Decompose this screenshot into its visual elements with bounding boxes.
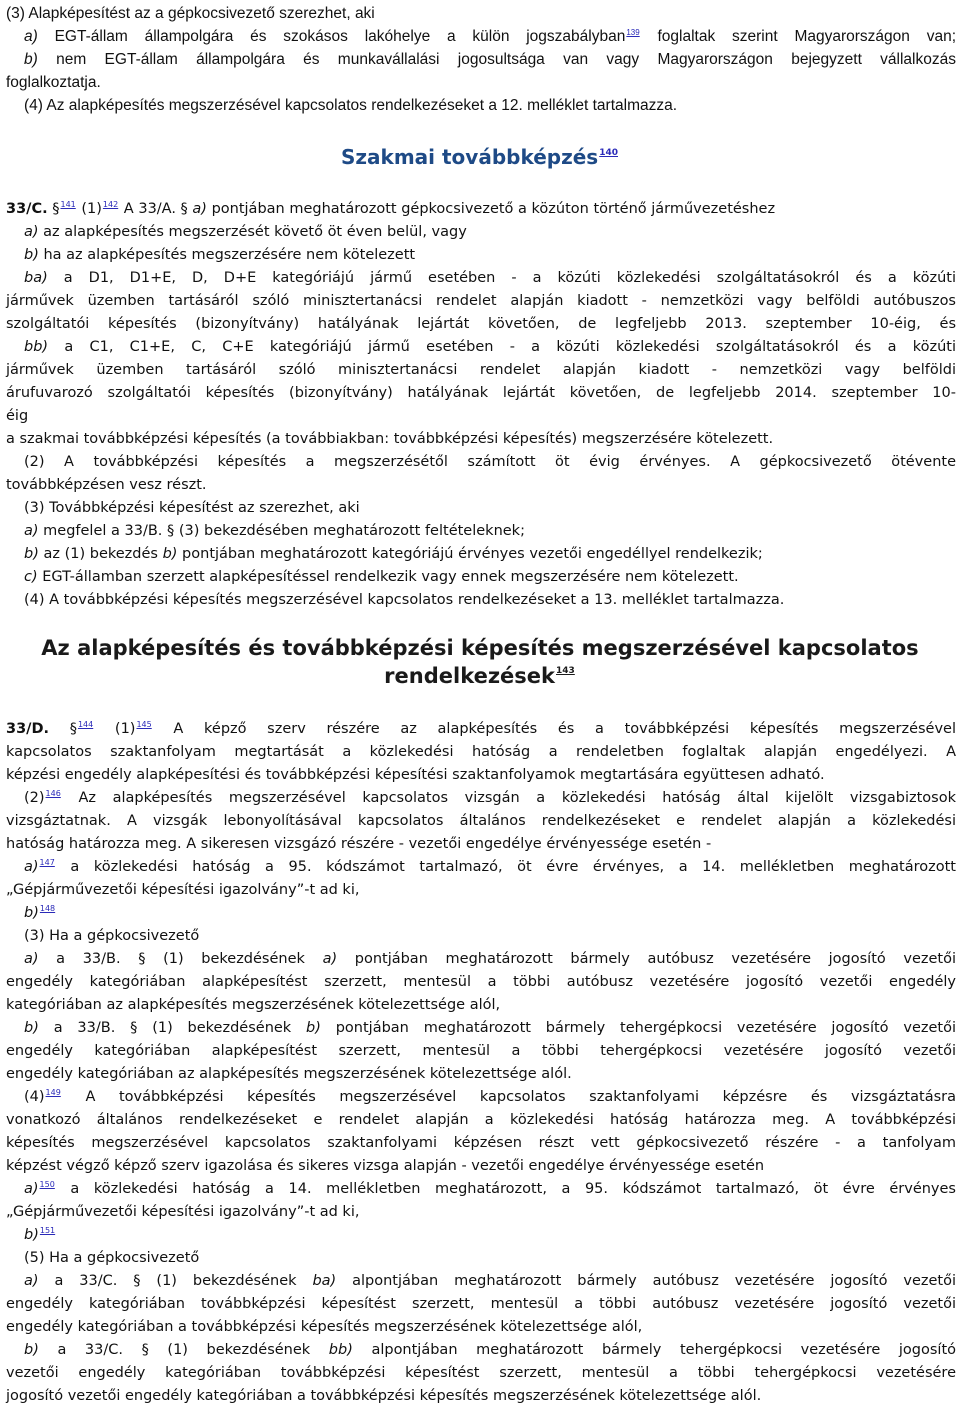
text-line: hatóság határozza meg. A sikeresen vizsgázó részére - vezetői engedélye érvényessége esetén -	[6, 836, 712, 852]
text-line: a szakmai továbbképzési képesítés (a továbbiakban: továbbképzési képesítés) megszerzésére kötelezett.	[6, 431, 774, 447]
text-line: (3) Továbbképzési képesítést az szerezhet, aki	[24, 500, 360, 516]
text-line: vizsgáztatnak. A vizsgák lebonyolításával kapcsolatos általános rendelkezéseket e rendelet alapján a közlekedési	[6, 813, 956, 829]
text-line: a) EGT-állam állampolgára és szokásos lakóhelye a külön jogszabályban$^{139}$ foglaltak szerint Magyarországon van;	[24, 28, 957, 45]
footnote-link[interactable]: 145	[136, 720, 152, 729]
text-line: c) EGT-államban szerzett alapképesítéssel rendelkezik vagy ennek megszerzésére nem kötelezett.	[24, 569, 739, 585]
text-line: bb) a C1, C1+E, C, C+E kategóriájú jármű esetében - a közúti közlekedési szolgáltatásokról és a közúti	[24, 339, 956, 355]
text-line: b) a 33/B. § (1) bekezdésének b) pontjában meghatározott bármely tehergépkocsi vezetésére jogosító vezetői	[24, 1020, 956, 1036]
footnote-link[interactable]: 143	[556, 666, 575, 676]
text-line: a) a 33/C. § (1) bekezdésének ba) alpontjában meghatározott bármely autóbusz vezetésére jogosító vezetői	[24, 1273, 956, 1289]
text-line: engedély kategóriában alapképesítést szerzett, mentesül a többi tehergépkocsi vezetésére jogosító vezetői	[6, 1043, 956, 1059]
text-line: képzést végző képző szerv igazolása és sikeres vizsga alapján - vezetői engedélye érvényessége esetén	[6, 1158, 765, 1174]
footnote-link[interactable]: 148	[39, 904, 56, 913]
text-line: b) a 33/C. § (1) bekezdésének bb) alpontjában meghatározott bármely tehergépkocsi vezetésére jogosító	[24, 1342, 956, 1358]
text-line: árufuvarozó szolgáltatói képesítés (bizonyítvány) hatályának lejártát követően, de legfeljebb 2014. szeptember 10-	[6, 385, 956, 401]
text-line: (4) Az alapképesítés megszerzésével kapcsolatos rendelkezéseket a 12. melléklet tartalmazza.	[24, 97, 678, 114]
footnote-link[interactable]: 149	[45, 1088, 61, 1097]
text-line: ba) a D1, D1+E, D, D+E kategóriájú jármű esetében - a közúti közlekedési szolgáltatásokról és a közúti	[24, 270, 956, 286]
text-line: b)$^{148}$	[24, 904, 56, 921]
text-line: engedély kategóriában továbbképzési képesítést szerzett, mentesül a többi autóbusz vezetésére jogosító vezetői	[6, 1296, 956, 1312]
footnote-link[interactable]: 151	[39, 1226, 56, 1235]
text-line: (2)$^{146}$ Az alapképesítés megszerzésével kapcsolatos vizsgán a közlekedési hatóság által kijelölt vizsgabiztosok	[24, 789, 956, 806]
text-line: jogosító vezetői engedély kategóriában a továbbképzési képesítés megszerzésének kötelezettsége alól.	[6, 1388, 762, 1404]
text-line: foglalkoztatja.	[6, 74, 101, 91]
text-line: b) az (1) bekezdés b) pontjában meghatározott kategóriájú érvényes vezetői engedéllyel rendelkezik;	[24, 546, 763, 562]
footnote-link[interactable]: 142	[102, 200, 119, 209]
text-line: „Gépjárművezetői képesítési igazolvány”-t ad ki,	[6, 1204, 360, 1220]
text-line: 33/C. §$^{141}$ (1)$^{142}$ A 33/A. § a) pontjában meghatározott gépkocsivezető a közúton történő járművezetéshez	[6, 200, 776, 217]
text-line: (5) Ha a gépkocsivezető	[24, 1250, 200, 1266]
text-line: képzési engedély alapképesítési és továbbképzési képesítési szaktanfolyamok megtartására együttesen adható.	[6, 767, 825, 783]
text-line: (4)$^{149}$ A továbbképzési képesítés megszerzésével kapcsolatos szaktanfolyami képzésre és vizsgáztatásra	[24, 1088, 956, 1105]
text-line: a)$^{150}$ a közlekedési hatóság a 14. mellékletben meghatározott, a 95. kódszámot tartalmazó, öt évre érvényes	[24, 1180, 956, 1197]
section-heading: Az alapképesítés és továbbképzési képesítés megszerzésével kapcsolatos	[41, 636, 919, 660]
text-line: járművek üzemben tartásáról szóló minisztertanácsi rendelet alapján kiadott - nemzetközi vagy belföldi autóbuszos	[6, 293, 956, 309]
text-line: kapcsolatos szaktanfolyam megtartását a közlekedési hatóság a rendeletben foglaltak alapján engedélyezi. A	[6, 744, 956, 760]
text-line: engedély kategóriában a továbbképzési képesítés megszerzésének kötelezettsége alól,	[6, 1319, 643, 1335]
footnote-link[interactable]: 140	[599, 148, 618, 158]
text-line: (4) A továbbképzési képesítés megszerzésével kapcsolatos rendelkezéseket a 13. melléklet tartalmazza.	[24, 592, 785, 608]
text-line: vonatkozó általános rendelkezéseket e rendelet alapján a közlekedési hatóság határozza meg. A továbbképzési	[6, 1112, 956, 1128]
text-line: a) megfelel a 33/B. § (3) bekezdésében meghatározott feltételeknek;	[24, 523, 525, 539]
footnote-link[interactable]: 139	[626, 28, 640, 37]
section-heading-cont: rendelkezések$^{143}$	[384, 664, 575, 688]
section-heading: Szakmai továbbképzés$^{140}$	[340, 145, 618, 169]
text-line: vezetői engedély kategóriában továbbképzési képesítést szerzett, mentesül a többi tehergépkocsi vezetésére	[6, 1365, 956, 1381]
text-line: szolgáltatói képesítés (bizonyítvány) hatályának lejártát követően, de legfeljebb 2013. szeptember 10-éig, és	[6, 316, 956, 332]
footnote-link[interactable]: 146	[45, 789, 61, 798]
text-line: engedély kategóriában az alapképesítés megszerzésének kötelezettsége alól.	[6, 1066, 572, 1082]
footnote-link[interactable]: 144	[77, 720, 94, 729]
text-line: (2) A továbbképzési képesítés a megszerzésétől számított öt évig érvényes. A gépkocsivezető ötévente	[24, 454, 956, 470]
footnote-link[interactable]: 141	[60, 200, 76, 209]
text-line: (3) Ha a gépkocsivezető	[24, 928, 200, 944]
text-line: a)$^{147}$ a közlekedési hatóság a 95. kódszámot tartalmazó, öt évre érvényes, a 14. mellékletben meghatározott	[24, 858, 956, 875]
text-line: engedély kategóriában alapképesítést szerzett, mentesül a többi autóbusz vezetésére jogosító vezetői engedély	[6, 974, 956, 990]
text-line: járművek üzemben tartásáról szóló minisztertanácsi rendelet alapján kiadott - nemzetközi vagy belföldi	[6, 362, 956, 378]
footnote-link[interactable]: 147	[39, 858, 55, 867]
footnote-link[interactable]: 150	[39, 1180, 55, 1189]
text-line: éig	[6, 408, 29, 424]
text-line: 33/D. §$^{144}$ (1)$^{145}$ A képző szerv részére az alapképesítés és a továbbképzési képesítés megszerzésével	[6, 720, 957, 737]
text-line: képesítés megszerzésével kapcsolatos szaktanfolyami képzésen részt vett gépkocsivezető részére - a tanfolyam	[6, 1135, 956, 1151]
section-number: 33/C.	[6, 201, 48, 217]
text-line: b) nem EGT-állam állampolgára és munkavállalási jogosultsága van vagy Magyarországon bejegyzett vállalkozás	[24, 51, 956, 68]
section-number: 33/D.	[6, 721, 50, 737]
text-line: a) az alapképesítés megszerzését követő öt éven belül, vagy	[24, 224, 467, 240]
text-line: továbbképzésen vesz részt.	[6, 477, 207, 493]
text-line: b) ha az alapképesítés megszerzésére nem kötelezett	[24, 247, 416, 263]
text-line: (3) Alapképesítést az a gépkocsivezető szerezhet, aki	[6, 5, 375, 22]
text-line: kategóriában az alapképesítés megszerzésének kötelezettsége alól,	[6, 997, 501, 1013]
text-line: a) a 33/B. § (1) bekezdésének a) pontjában meghatározott bármely autóbusz vezetésére jogosító vezetői	[24, 951, 956, 967]
text-line: „Gépjárművezetői képesítési igazolvány”-t ad ki,	[6, 882, 360, 898]
text-line: b)$^{151}$	[24, 1226, 56, 1243]
